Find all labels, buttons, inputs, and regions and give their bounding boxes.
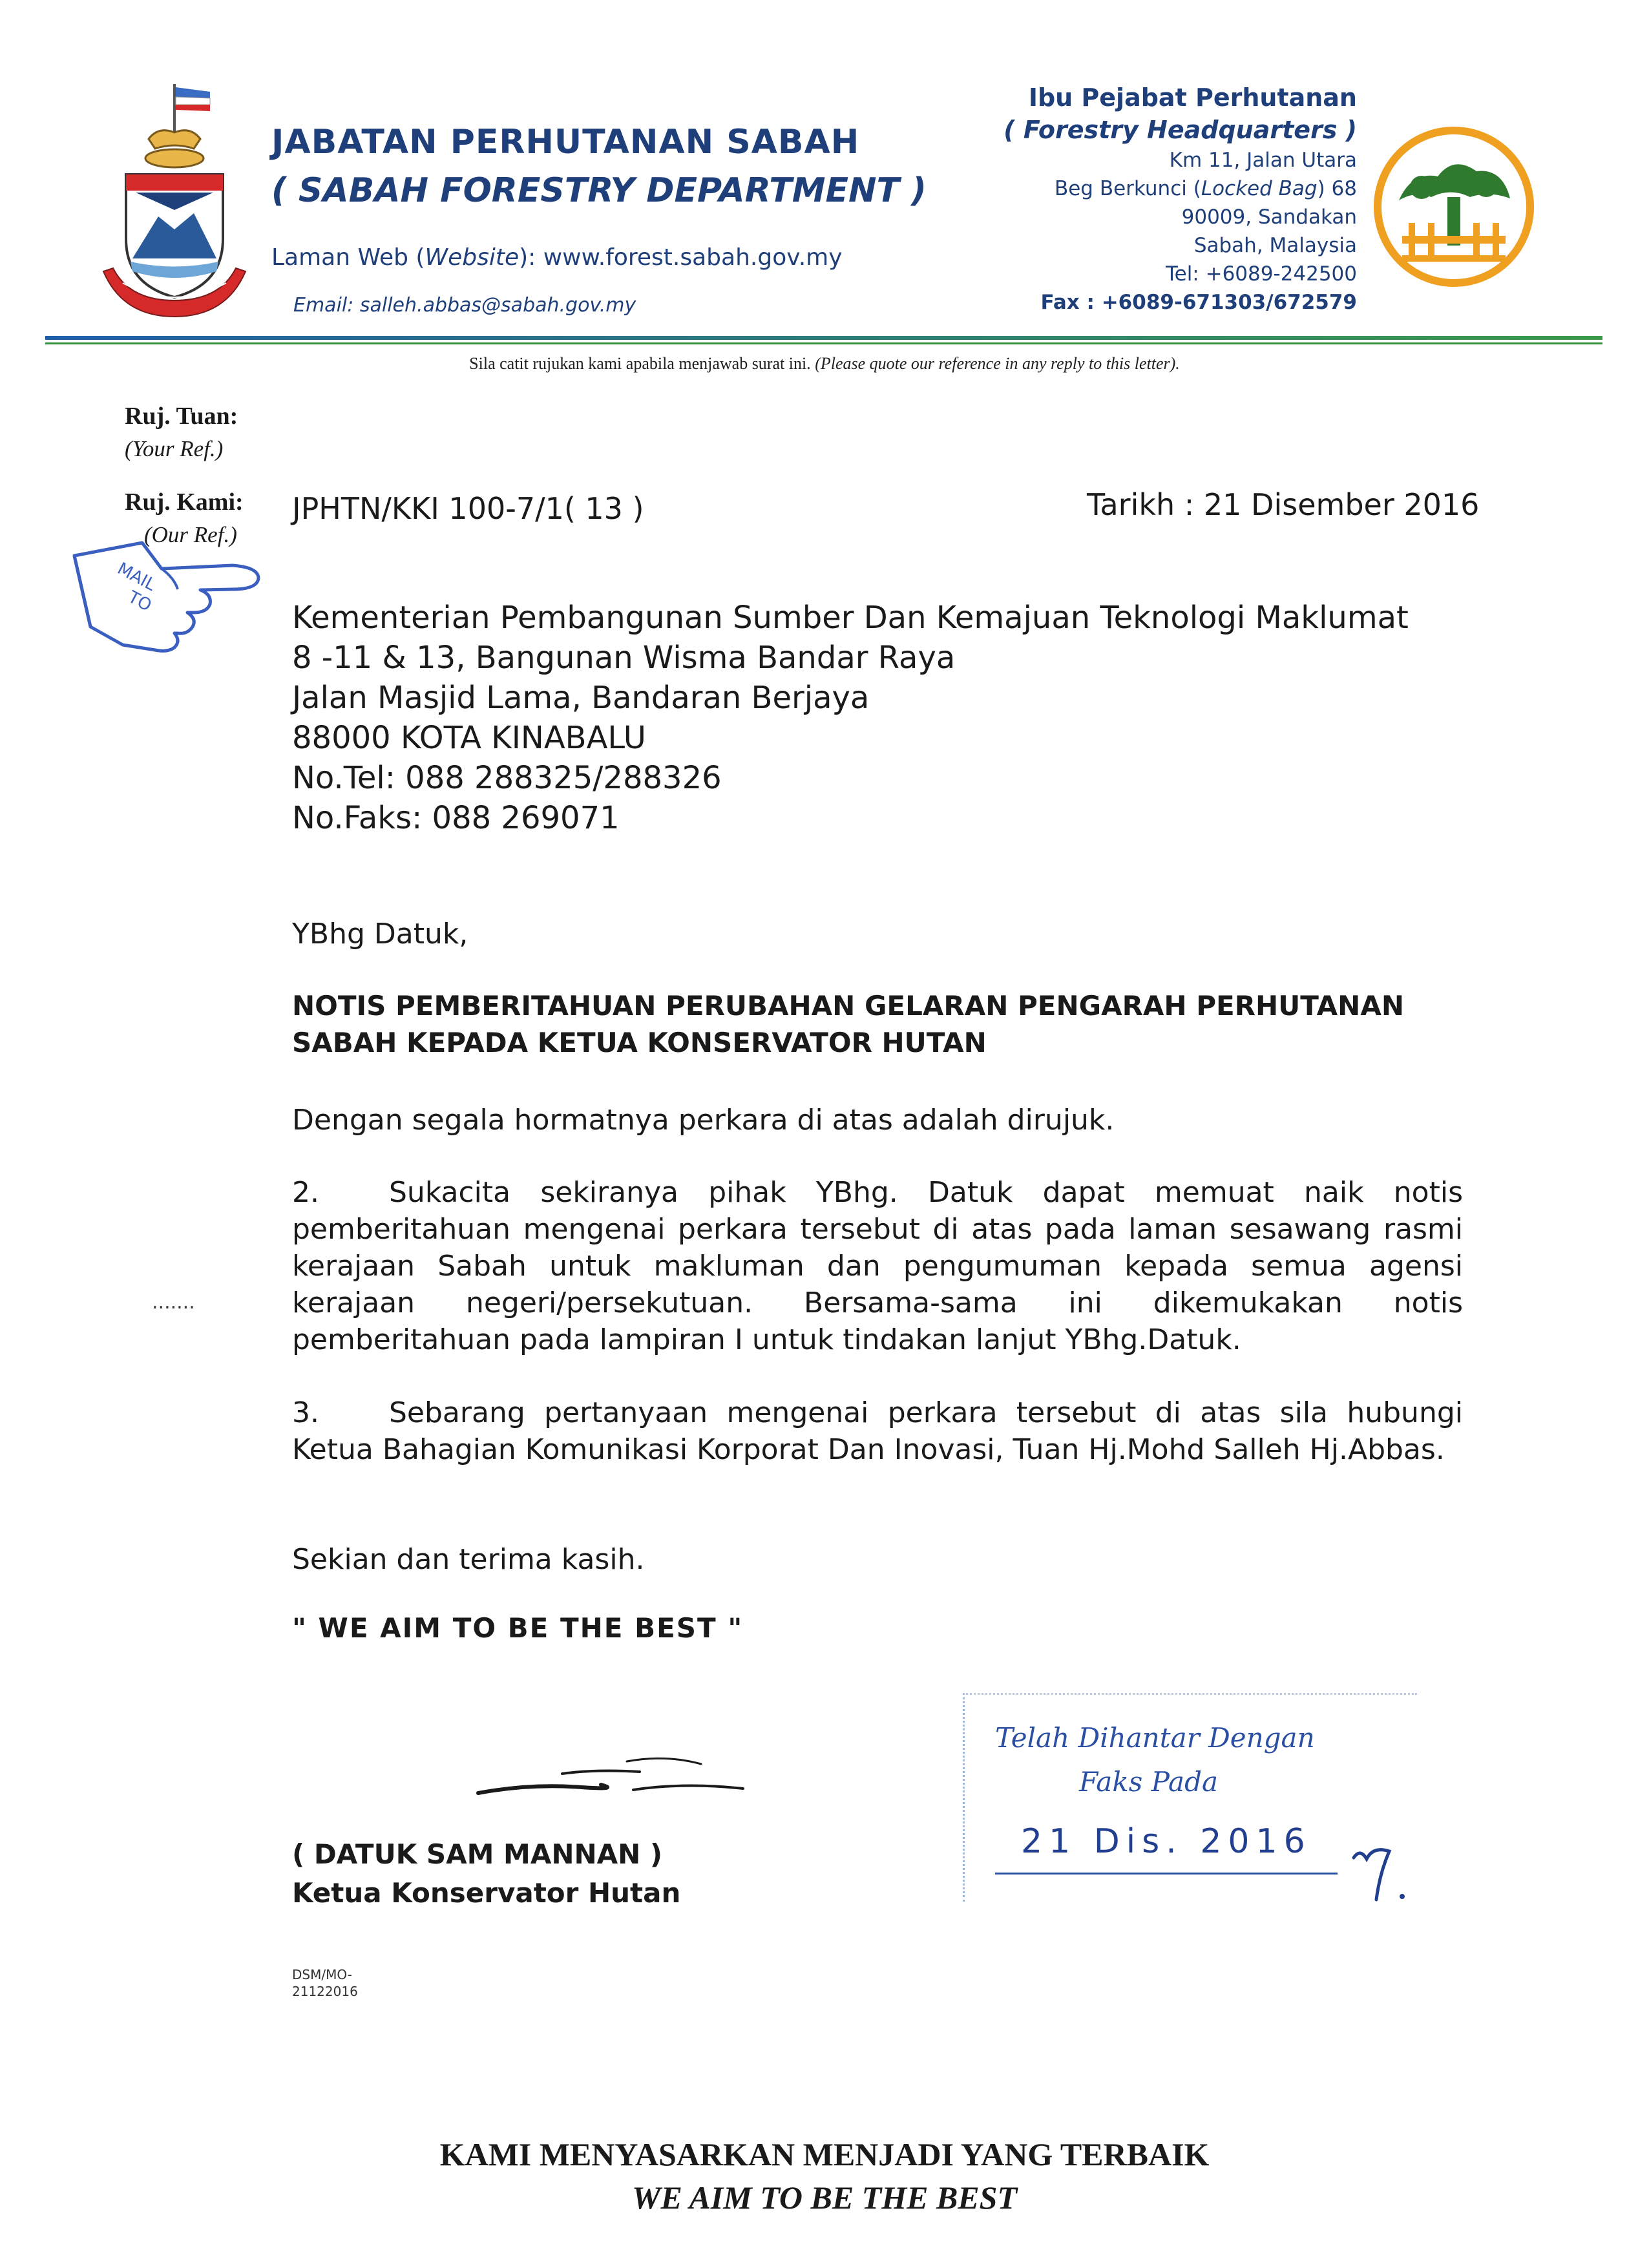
mail-stamp-text-1: MAIL <box>114 559 159 595</box>
your-ref-sublabel: (Your Ref.) <box>125 436 224 461</box>
paragraph-2-text: Sukacita sekiranya pihak YBhg. Datuk dapat memuat naik notis pemberitahuan mengenai perkara tersebut di atas pada laman sesawang rasmi kerajaan Sabah untuk makluman dan pengumuman kepada semua agensi kerajaan negeri/persekutuan. Bersama-sama ini dikemukakan notis pemberitahuan pada lampiran I untuk tindakan lanjut YBhg.Datuk. <box>292 1176 1463 1356</box>
salutation: YBhg Datuk, <box>292 918 468 950</box>
handwritten-signature <box>472 1738 750 1809</box>
document-ref-code <box>292 1966 358 2000</box>
website-prefix: Laman Web ( <box>271 244 425 271</box>
signatory-name: ( DATUK SAM MANNAN ) <box>292 1838 663 1870</box>
paragraph-3-text: Sebarang pertanyaan mengenai perkara tersebut di atas sila hubungi Ketua Bahagian Komunikasi Korporat Dan Inovasi, Tuan Hj.Mohd Salleh Hj.Abbas. <box>292 1396 1463 1466</box>
mail-stamp-text-2: TO <box>125 587 155 616</box>
fax-stamp-underline <box>995 1873 1338 1874</box>
hq-bag-prefix: Beg Berkunci ( <box>1054 177 1201 200</box>
email-line: Email: salleh.abbas@sabah.gov.my <box>293 294 636 317</box>
our-ref-value: JPHTN/KKI 100-7/1( 13 ) <box>292 491 644 526</box>
recipient-line: Jalan Masjid Lama, Bandaran Berjaya <box>292 680 870 716</box>
margin-dots: ....... <box>152 1291 195 1314</box>
pointing-hand-icon <box>65 530 271 659</box>
fax-stamp-line1: Telah Dihantar Dengan <box>995 1722 1315 1754</box>
your-ref-label: Ruj. Tuan: <box>125 403 238 430</box>
website-line <box>271 244 843 271</box>
recipient-line: No.Tel: 088 288325/288326 <box>292 760 722 796</box>
hq-bag-line <box>866 174 1357 203</box>
our-ref-sublabel: (Our Ref.) <box>144 522 237 547</box>
signatory-title: Ketua Konservator Hutan <box>292 1877 681 1909</box>
paragraph-1: Dengan segala hormatnya perkara di atas adalah dirujuk. <box>292 1104 1115 1137</box>
forestry-logo <box>1373 126 1535 288</box>
mail-to-stamp <box>65 530 271 659</box>
hq-bag-label: Locked Bag <box>1201 177 1318 200</box>
footer-motto-english: WE AIM TO BE THE BEST <box>632 2179 1017 2216</box>
paragraph-3 <box>292 1394 1463 1468</box>
headquarters-block <box>866 81 1357 317</box>
signature-icon <box>472 1738 750 1809</box>
reference-instruction-english: (Please quote our reference in any reply to this letter). <box>815 354 1180 373</box>
our-ref-label: Ruj. Kami: <box>125 488 244 516</box>
recipient-line: 8 -11 & 13, Bangunan Wisma Bandar Raya <box>292 640 956 676</box>
signatory-block <box>292 1835 680 1913</box>
hq-address-line: Km 11, Jalan Utara <box>1169 149 1357 172</box>
hq-bag-number: ) 68 <box>1317 177 1357 200</box>
recipient-address <box>292 598 1409 838</box>
forest-tree-icon <box>1373 126 1535 288</box>
recipient-line: Kementerian Pembangunan Sumber Dan Kemajuan Teknologi Maklumat <box>292 600 1409 636</box>
hq-subtitle: ( Forestry Headquarters ) <box>1003 116 1357 144</box>
hq-title: Ibu Pejabat Perhutanan <box>1028 83 1357 112</box>
letter-date: Tarikh : 21 Disember 2016 <box>1087 487 1480 522</box>
website-label: Website <box>425 244 520 271</box>
department-name: JABATAN PERHUTANAN SABAH <box>271 123 860 162</box>
reference-instruction <box>0 354 1649 373</box>
sabah-crest-logo <box>97 78 252 323</box>
hq-fax: Fax : +6089-671303/672579 <box>1040 291 1357 314</box>
header-rule-blue <box>45 336 1602 340</box>
initial-mark-icon <box>1350 1838 1422 1909</box>
website-url: ): www.forest.sabah.gov.my <box>519 244 843 271</box>
fax-stamp-date: 21 Dis. 2016 <box>1021 1822 1312 1861</box>
hq-tel: Tel: +6089-242500 <box>1165 262 1357 286</box>
letter-subject: NOTIS PEMBERITAHUAN PERUBAHAN GELARAN PENGARAH PERHUTANAN SABAH KEPADA KETUA KONSERVATOR HUTAN <box>292 990 1404 1058</box>
crest-icon <box>97 78 252 323</box>
reference-instruction-malay: Sila catit rujukan kami apabila menjawab surat ini. <box>469 354 811 373</box>
paragraph-2 <box>292 1174 1463 1358</box>
ref-code-line: 21122016 <box>292 1984 358 1999</box>
footer-motto-malay: KAMI MENYASARKAN MENJADI YANG TERBAIK <box>439 2136 1210 2172</box>
closing: Sekian dan terima kasih. <box>292 1543 645 1576</box>
hq-state-line: Sabah, Malaysia <box>1193 234 1357 257</box>
motto-line: " WE AIM TO BE THE BEST " <box>292 1612 744 1644</box>
recipient-line: 88000 KOTA KINABALU <box>292 720 646 756</box>
fax-stamp-initial <box>1350 1838 1422 1909</box>
recipient-line: No.Faks: 088 269071 <box>292 800 620 836</box>
header-rule-green <box>45 342 1602 344</box>
department-name-english: ( SABAH FORESTRY DEPARTMENT ) <box>271 171 927 210</box>
paragraph-3-number: 3. <box>292 1396 319 1429</box>
paragraph-2-number: 2. <box>292 1176 319 1209</box>
fax-stamp-line2: Faks Pada <box>1079 1766 1219 1798</box>
ref-code-line: DSM/MO- <box>292 1967 352 1982</box>
hq-postcode-line: 90009, Sandakan <box>1181 205 1357 229</box>
